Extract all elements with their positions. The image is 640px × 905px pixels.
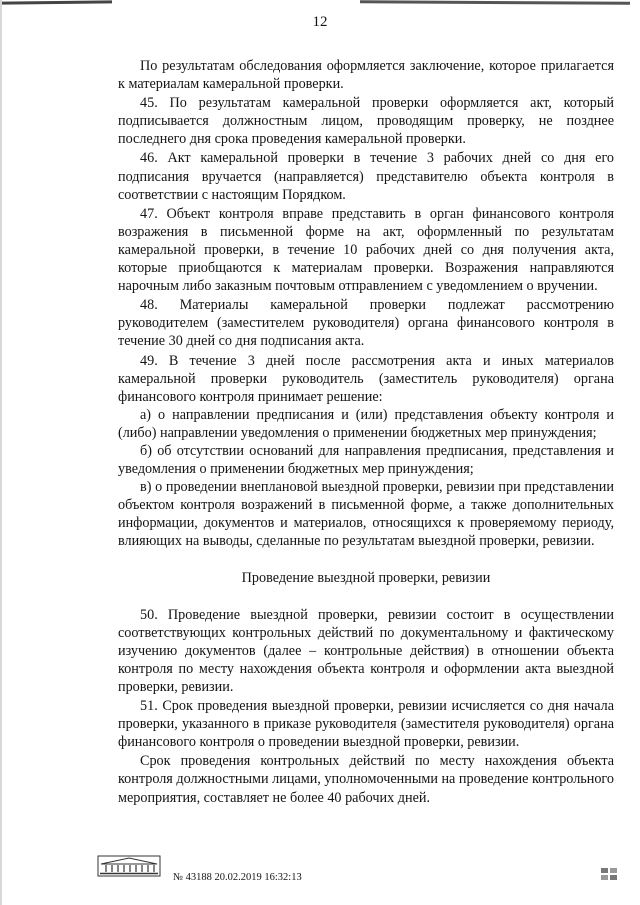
paragraph-51: 51. Срок проведения выездной проверки, ревизии исчисляется со дня начала проверки, указанного в приказе руководителя (заместителя руководителя) органа финансового контроля о проведении выездной проверки, ревизии. xyxy=(118,698,614,751)
paragraph-49: 49. В течение 3 дней после рассмотрения акта и иных материалов камеральной проверки руководитель (заместитель руководителя) органа финансового контроля принимает решение: xyxy=(118,352,614,405)
scan-edge xyxy=(0,0,2,905)
paragraph: По результатам обследования оформляется заключение, которое прилагается к материалам камеральной проверки. xyxy=(118,58,614,93)
item-a: а) о направлении предписания и (или) представления объекту контроля и (либо) направлении уведомления о применении бюджетных мер принуждения; xyxy=(118,406,614,441)
scan-artifact xyxy=(0,0,640,8)
ms-office-icon xyxy=(600,867,618,881)
item-b: б) об отсутствии оснований для направления предписания, представления и уведомления о применении бюджетных мер принуждения; xyxy=(118,442,614,478)
paragraph-50: 50. Проведение выездной проверки, ревизии состоит в осуществлении соответствующих контрольных действий по документальному и фактическому изучению документов (далее – контрольные действия) в отношении объекта контроля по месту нахождения объекта контроля и оформлении акта выездной проверки, ревизии. xyxy=(118,606,614,695)
paragraph-48: 48. Материалы камеральной проверки подлежат рассмотрению руководителем (заместителем руководителя) органа финансового контроля в течение 30 дней со дня подписания акта. xyxy=(118,297,614,350)
paragraph-47: 47. Объект контроля вправе представить в орган финансового контроля возражения в письменной форме на акт, оформленный по результатам камеральной проверки, в течение 10 рабочих дней со дня получения акта, которые приобщаются к материалам проверки. Возражения направляются нарочным либо заказным почтовым отправлением с уведомлением о вручении. xyxy=(118,205,614,295)
document-id: № 43188 20.02.2019 16:32:13 xyxy=(173,872,302,883)
paragraph-46: 46. Акт камеральной проверки в течение 3 рабочих дней со дня его подписания вручается (направляется) представителю объекта контроля в соответствии с настоящим Порядком. xyxy=(118,150,614,203)
document-body xyxy=(118,57,614,807)
item-c: в) о проведении внеплановой выездной проверки, ревизии при представлении объектом контроля возражений в письменной форме, а также дополнительных информации, документов и материалов, относящихся к проверяемому периоду, влияющих на выводы, сделанные по результатам выездной проверки, ревизии. xyxy=(118,479,614,550)
paragraph-term: Срок проведения контрольных действий по месту нахождения объекта контроля должностными лицами, уполномоченными на проведение контрольного мероприятия, составляет не более 40 рабочих дней. xyxy=(118,753,614,806)
page-number: 12 xyxy=(312,14,328,30)
building-stamp-icon xyxy=(97,855,161,877)
document-footer xyxy=(97,855,637,895)
paragraph-45: 45. По результатам камеральной проверки оформляется акт, который подписывается должностным лицом, проводящим проверку, не позднее последнего дня срока проведения камеральной проверки. xyxy=(118,95,614,148)
section-heading: Проведение выездной проверки, ревизии xyxy=(241,569,491,586)
